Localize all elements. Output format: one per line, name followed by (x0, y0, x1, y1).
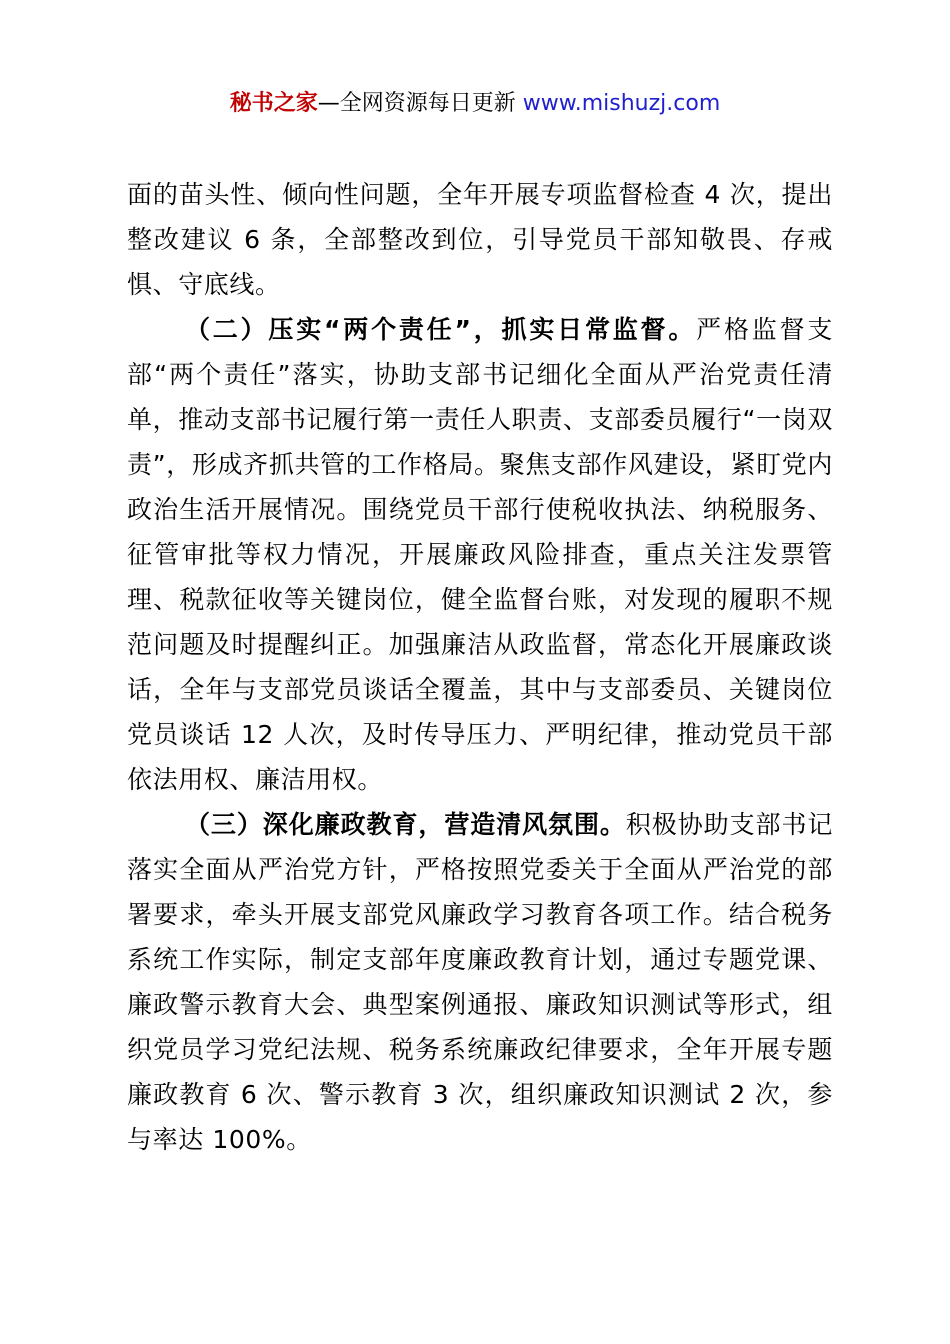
document-body (127, 172, 833, 1162)
brand-name: 秘书之家 (229, 91, 318, 116)
page-header (0, 88, 950, 120)
paragraph-section-2 (127, 307, 833, 802)
paragraph-section-3 (127, 802, 833, 1162)
paragraph-text: 严格监督支部“两个责任”落实，协助支部书记细化全面从严治党责任清单，推动支部书记履行第一责任人职责、支部委员履行“一岗双责”，形成齐抓共管的工作格局。聚焦支部作风建设，紧盯党内政治生活开展情况。围绕党员干部行使税收执法、纳税服务、征管审批等权力情况，开展廉政风险排查，重点关注发票管理、税款征收等关键岗位，健全监督台账，对发现的履职不规范问题及时提醒纠正。加强廉洁从政监督，常态化开展廉政谈话，全年与支部党员谈话全覆盖，其中与支部委员、关键岗位党员谈话 12 人次，及时传导压力、严明纪律，推动党员干部依法用权、廉洁用权。 (127, 315, 833, 794)
site-url-link[interactable]: www.mishuzj.com (522, 91, 721, 116)
header-tagline: —全网资源每日更新 (317, 91, 523, 116)
section-heading: （二）压实“两个责任”，抓实日常监督。 (185, 315, 697, 344)
paragraph-continuation (127, 172, 833, 307)
paragraph-text: 面的苗头性、倾向性问题，全年开展专项监督检查 4 次，提出整改建议 6 条，全部整改到位，引导党员干部知敬畏、存戒惧、守底线。 (127, 180, 833, 299)
section-heading: （三）深化廉政教育，营造清风氛围。 (185, 810, 626, 839)
paragraph-text: 积极协助支部书记落实全面从严治党方针，严格按照党委关于全面从严治党的部署要求，牵头开展支部党风廉政学习教育各项工作。结合税务系统工作实际，制定支部年度廉政教育计划，通过专题党课、廉政警示教育大会、典型案例通报、廉政知识测试等形式，组织党员学习党纪法规、税务系统廉政纪律要求，全年开展专题廉政教育 6 次、警示教育 3 次，组织廉政知识测试 2 次，参与率达 100%。 (127, 810, 833, 1154)
